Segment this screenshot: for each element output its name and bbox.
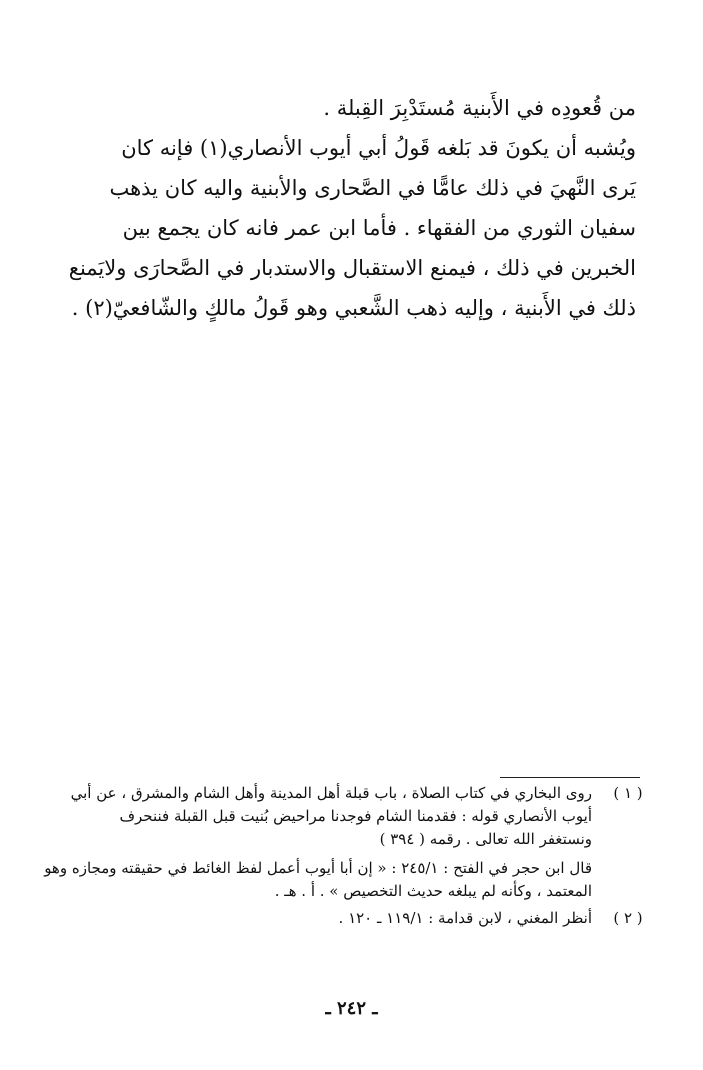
text-line: ويُشبه أن يكونَ قد بَلغه قَولُ أبي أيوب الأنصاري(١) فإنه كان [121,136,636,160]
footnote-separator [500,777,640,778]
footnote-2 [40,907,650,930]
text-line: سفيان الثوري من الفقهاء . فأما ابن عمر فانه كان يجمع بين [122,216,636,240]
footnote-line: روى البخاري في كتاب الصلاة ، باب قبلة أهل المدينة وأهل الشام والمشرق ، عن أبي [70,784,592,802]
footnote-line: أيوب الأنصاري قوله : فقدمنا الشام فوجدنا مراحيض بُنيت قبل القبلة فننحرف [119,807,592,825]
footnote-line: المعتمد ، وكأنه لم يبلغه حديث التخصيص » . أ . هـ . [274,882,592,900]
footnotes [40,782,650,930]
page-number: ـ ٢٤٢ ـ [325,998,378,1019]
text-line: يَرى النَّهيَ في ذلك عامًّا في الصَّحارى والأبنية واليه كان يذهب [109,176,636,200]
footnote-line: ونستغفر الله تعالى . رقمه ( ٣٩٤ ) [379,830,592,848]
main-text [68,88,636,328]
footnote-number: ( ١ ) [613,784,643,802]
text-line: الخبرين في ذلك ، فيمنع الاستقبال والاستدبار في الصَّحارَى ولايَمنع [68,256,636,280]
footnote-commentary [40,857,592,903]
footnote-number: ( ٢ ) [613,909,643,927]
footnote-1 [40,782,650,903]
footnote-line: قال ابن حجر في الفتح : ٢٤٥/١ : « إن أبا أيوب أعمل لفظ الغائط في حقيقته ومجازه وهو [44,859,592,877]
footnote-line: أنظر المغني ، لابن قدامة : ١١٩/١ ـ ١٢٠ . [338,909,592,927]
text-line: من قُعودِه في الأَبنية مُستَدْبِرَ القِبلة . [323,96,636,120]
text-line: ذلك في الأَبنية ، وإليه ذهب الشَّعبي وهو قَولُ مالكٍ والشّافعيّ(٢) . [71,296,636,320]
